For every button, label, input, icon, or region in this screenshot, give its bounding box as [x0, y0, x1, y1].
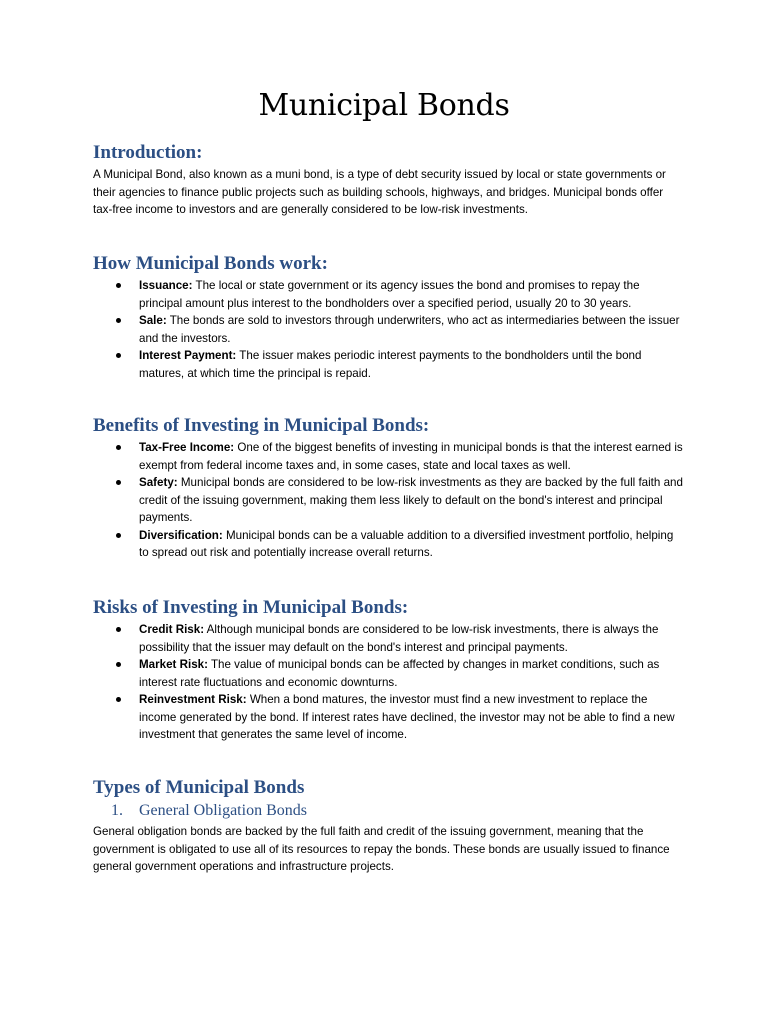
introduction-heading: Introduction:: [93, 142, 203, 163]
list-item: [93, 527, 683, 562]
list-item: [93, 656, 683, 691]
list-item: [93, 312, 683, 347]
benefits-list: [93, 439, 683, 562]
bullet-icon: [116, 283, 121, 288]
item-term: Reinvestment Risk:: [139, 693, 247, 706]
item-text: The issuer makes periodic interest payments to the bondholders until the bond matures, at which time the principal is repaid.: [139, 349, 642, 380]
bullet-icon: [116, 533, 121, 538]
subheading-label: General Obligation Bonds: [139, 802, 307, 819]
list-item: [93, 621, 683, 656]
item-text: Municipal bonds are considered to be low-risk investments as they are backed by the full faith and credit of the issuing government, making them less likely to default on the bond's interest and principal payments.: [139, 476, 683, 524]
how-work-section: [93, 253, 683, 382]
types-section: [93, 777, 683, 876]
item-term: Diversification:: [139, 528, 223, 542]
subheading-number: 1.: [111, 802, 123, 819]
risks-list: [93, 621, 683, 744]
item-term: Credit Risk:: [139, 623, 205, 636]
list-item: [93, 347, 683, 382]
general-obligation-subheading: [111, 801, 683, 821]
item-text: When a bond matures, the investor must find a new investment to replace the income generated by the bond. If interest rates have declined, the investor may not be able to find a new investment that generates the same level of income.: [139, 693, 675, 741]
benefits-heading: Benefits of Investing in Municipal Bonds:: [93, 415, 430, 436]
general-obligation-text: General obligation bonds are backed by the full faith and credit of the issuing government, meaning that the government is obligated to use all of its resources to repay the bonds. These bonds are usually issued to finance general government operations and infrastructure projects.: [93, 825, 670, 873]
item-text: Municipal bonds can be a valuable addition to a diversified investment portfolio, helping to spread out risk and potentially increase overall returns.: [139, 528, 674, 559]
bullet-icon: [116, 627, 121, 632]
list-item: [93, 691, 683, 744]
bullet-icon: [116, 480, 121, 485]
list-item: [93, 439, 683, 474]
item-text: The local or state government or its agency issues the bond and promises to repay the principal amount plus interest to the bondholders over a specified period, usually 20 to 30 years.: [139, 279, 640, 310]
benefits-section: [93, 415, 683, 562]
bullet-icon: [116, 318, 121, 323]
how-work-heading: How Municipal Bonds work:: [93, 253, 328, 274]
item-term: Sale:: [139, 314, 167, 327]
item-term: Interest Payment:: [139, 349, 237, 362]
item-text: One of the biggest benefits of investing in municipal bonds is that the interest earned is exempt from federal income taxes and, in some cases, state and local taxes as well.: [139, 441, 683, 472]
how-work-list: [93, 277, 683, 382]
item-term: Market Risk:: [139, 658, 208, 671]
list-item: [93, 474, 683, 527]
item-text: Although municipal bonds are considered to be low-risk investments, there is always the possibility that the issuer may default on the bond's interest and principal payments.: [139, 623, 659, 654]
types-heading: Types of Municipal Bonds: [93, 777, 305, 798]
item-term: Safety:: [139, 476, 178, 489]
risks-heading: Risks of Investing in Municipal Bonds:: [93, 597, 409, 618]
bullet-icon: [116, 662, 121, 667]
item-text: The bonds are sold to investors through underwriters, who act as intermediaries between the issuer and the investors.: [139, 314, 680, 345]
bullet-icon: [116, 353, 121, 358]
introduction-section: [93, 142, 683, 219]
item-term: Issuance:: [139, 279, 193, 292]
bullet-icon: [116, 445, 121, 450]
item-term: Tax-Free Income:: [139, 441, 235, 454]
list-item: [93, 277, 683, 312]
introduction-text: A Municipal Bond, also known as a muni bond, is a type of debt security issued by local or state governments or their agencies to finance public projects such as building schools, highways, and bridges. Municipal bonds offer tax-free income to investors and are generally considered to be low-risk investments.: [93, 168, 666, 216]
page-title: Municipal Bonds: [258, 88, 510, 123]
risks-section: [93, 597, 683, 744]
bullet-icon: [116, 697, 121, 702]
item-text: The value of municipal bonds can be affected by changes in market conditions, such as interest rate fluctuations and economic downturns.: [139, 658, 660, 689]
